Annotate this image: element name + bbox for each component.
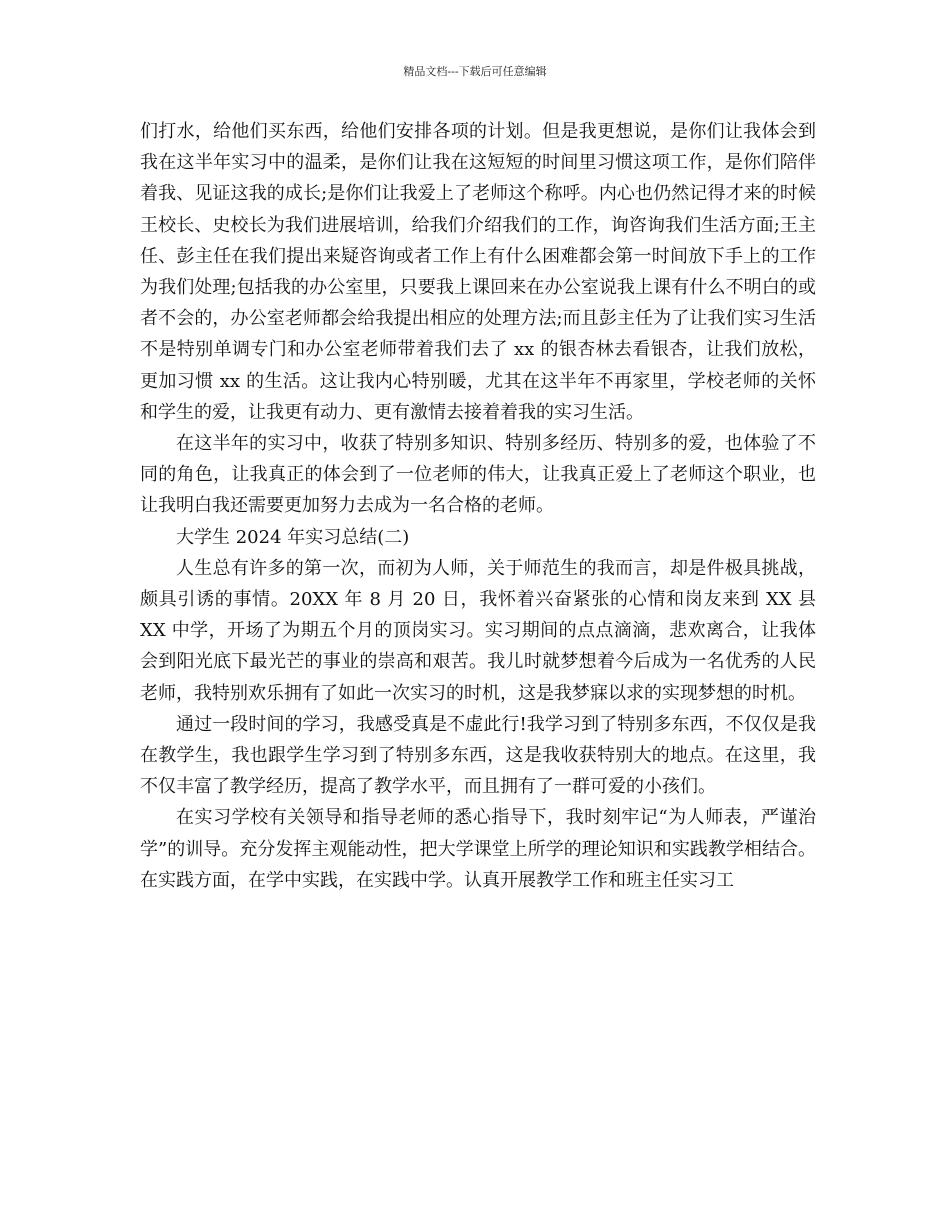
paragraph: 在这半年的实习中，收获了特别多知识、特别多经历、特别多的爱，也体验了不同的角色，让我真正的体会到了一位老师的伟大，让我真正爱上了老师这个职业，也让我明白我还需要更加努力去成为一名合格的老师。 (140, 433, 816, 517)
page-header: 精品文档---下载后可任意编辑 (403, 65, 547, 78)
paragraph: 在实习学校有关领导和指导老师的悉心指导下，我时刻牢记“为人师表，严谨治学”的训导。充分发挥主观能动性，把大学课堂上所学的理论知识和实践教学相结合。在实践方面，在学中实践，在实践中学。认真开展教学工作和班主任实习工 (140, 807, 816, 891)
paragraph-continuation: 们打水，给他们买东西，给他们安排各项的计划。但是我更想说，是你们让我体会到我在这半年实习中的温柔，是你们让我在这短短的时间里习惯这项工作，是你们陪伴着我、见证这我的成长;是你们让我爱上了老师这个称呼。内心也仍然记得才来的时候王校长、史校长为我们进展培训，给我们介绍我们的工作，询咨询我们生活方面;王主任、彭主任在我们提出来疑咨询或者工作上有什么困难都会第一时间放下手上的工作为我们处理;包括我的办公室里，只要我上课回来在办公室说我上课有什么不明白的或者不会的，办公室老师都会给我提出相应的处理方法;而且彭主任为了让我们实习生活不是特别单调专门和办公室老师带着我们去了 xx 的银杏林去看银杏，让我们放松，更加习惯 xx 的生活。这让我内心特别暖，尤其在这半年不再家里，学校老师的关怀和学生的爱，让我更有动力、更有激情去接着着我的实习生活。 (140, 121, 816, 423)
document-body (140, 116, 816, 896)
paragraph: 通过一段时间的学习，我感受真是不虚此行!我学习到了特别多东西，不仅仅是我在教学生，我也跟学生学习到了特别多东西，这是我收获特别大的地点。在这里，我不仅丰富了教学经历，提高了教学水平，而且拥有了一群可爱的小孩们。 (140, 713, 816, 798)
section-heading: 大学生 2024 年实习总结(二) (176, 526, 410, 548)
paragraph: 人生总有许多的第一次，而初为人师，关于师范生的我而言，却是件极具挑战，颇具引诱的事情。20XX 年 8 月 20 日，我怀着兴奋紧张的心情和岗友来到 XX 县 XX 中学，开场了为期五个月的顶岗实习。实习期间的点点滴滴，悲欢离合，让我体会到阳光底下最光芒的事业的崇高和艰苦。我儿时就梦想着今后成为一名优秀的人民老师，我特别欢乐拥有了如此一次实习的时机，这是我梦寐以求的实现梦想的时机。 (140, 557, 816, 704)
